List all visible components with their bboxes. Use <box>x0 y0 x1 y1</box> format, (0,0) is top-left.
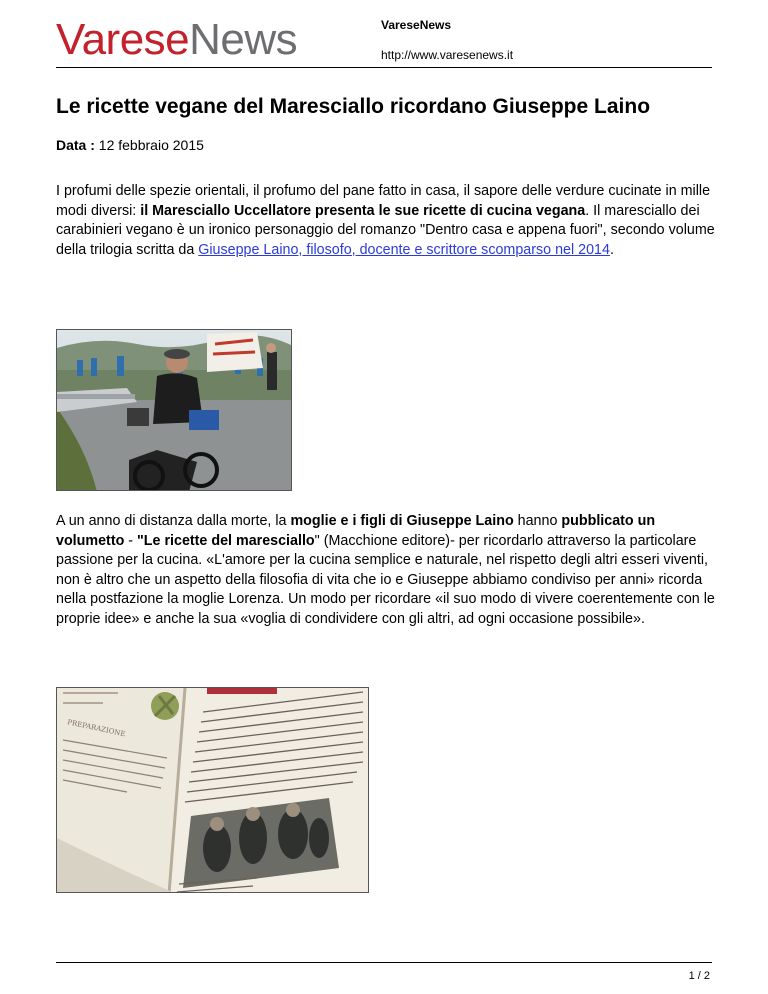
date-value: 12 febbraio 2015 <box>98 137 204 153</box>
author-link[interactable]: Giuseppe Laino, filosofo, docente e scrittore scomparso nel 2014 <box>198 241 610 258</box>
site-url[interactable]: http://www.varesenews.it <box>381 48 514 62</box>
p1-text-1: I profumi delle spezie orientali, il profumo del pane fatto in casa, il sapore delle verdure cucinate in mille modi diversi: <box>56 183 711 219</box>
date-label: Data : <box>56 137 95 153</box>
photo-cyclist-march <box>56 329 292 491</box>
article-paragraph-1 <box>56 182 716 260</box>
p2-text-4: " (Macchione editore)- per ricordarlo attraverso la particolare passione per la cucina. «L'amore per la cucina semplice e naturale, nel rispetto degli altri esseri viventi, non è altro che un aspetto della filosofia di vita che io e Giuseppe abbiamo condiviso per anni» ricorda nella postfazione la moglie Lorenza. Un modo per ricordare «il suo modo di vivere coerentemente con le proprie idee» e anche la sua «voglia di condividere con gli altri, ad ogni occasione possibile». <box>56 532 715 627</box>
p1-text-2: . Il maresciallo dei carabinieri vegano è un ironico personaggio del romanzo "Dentro casa e appena fuori", secondo volume della trilogia scritta da <box>56 202 715 258</box>
site-meta <box>381 18 513 62</box>
article-paragraph-2 <box>56 512 716 629</box>
page-number: 1 / 2 <box>688 970 710 982</box>
svg-text:PREPARAZIONE: PREPARAZIONE <box>66 718 127 739</box>
article-title: Le ricette vegane del Maresciallo ricordano Giuseppe Laino <box>56 95 651 118</box>
p2-bold-3: "Le ricette del maresciallo <box>137 532 315 549</box>
article-date <box>56 137 204 153</box>
varesenews-logo[interactable] <box>56 14 297 66</box>
p2-text-1: A un anno di distanza dalla morte, la <box>56 513 291 529</box>
page-header <box>56 10 712 68</box>
photo-book-pages <box>56 687 369 893</box>
p2-bold-2: pubblicato un volumetto <box>56 513 656 549</box>
site-name: VareseNews <box>381 18 452 32</box>
p1-bold-1: il Maresciallo Uccellatore presenta le sue ricette di cucina vegana <box>140 202 586 219</box>
logo-news: News <box>189 15 298 64</box>
footer-divider <box>56 962 712 963</box>
logo-varese: Varese <box>56 15 190 64</box>
p2-text-2: hanno <box>513 513 562 529</box>
p2-bold-1: moglie e i figli di Giuseppe Laino <box>290 513 514 529</box>
p2-text-3: - <box>124 532 138 549</box>
header-divider <box>56 67 712 68</box>
p1-text-3: . <box>609 241 614 258</box>
